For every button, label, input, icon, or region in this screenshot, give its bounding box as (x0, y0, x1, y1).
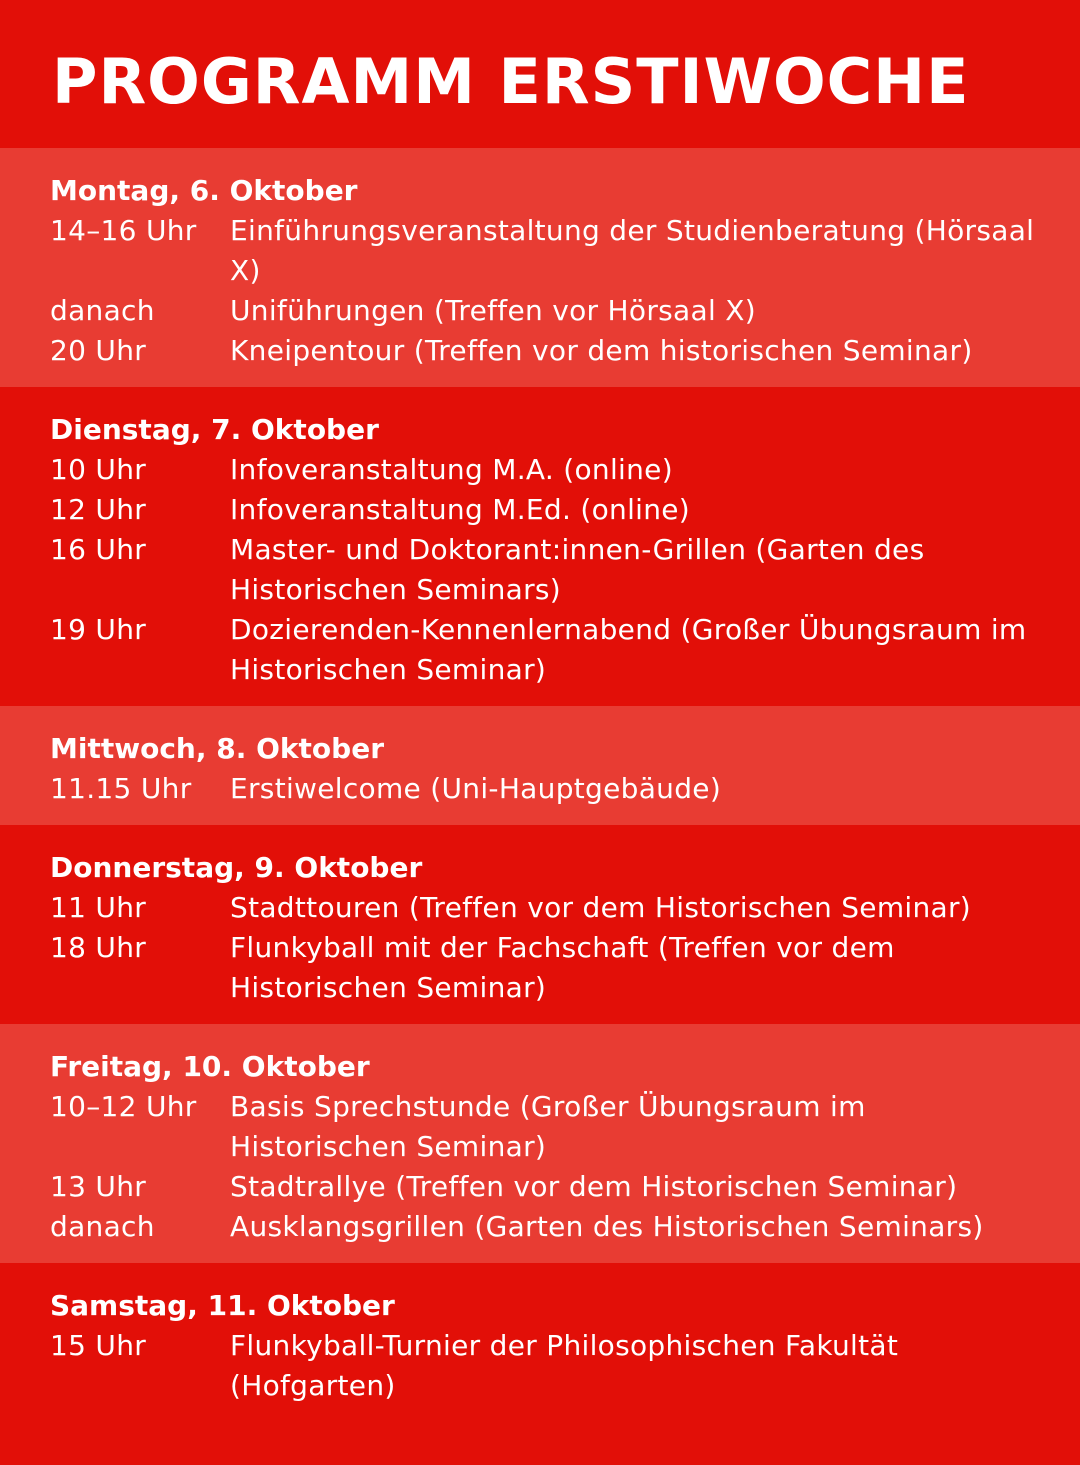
header (0, 0, 1080, 148)
entry-time: 19 Uhr (50, 613, 147, 646)
schedule-entry (50, 211, 1080, 291)
schedule-entry (50, 1167, 1080, 1207)
entry-description: Master- und Doktorant:innen-Grillen (Garten des Historischen Seminars) (230, 533, 925, 606)
day-heading: Mittwoch, 8. Oktober (50, 732, 385, 765)
day-heading: Donnerstag, 9. Oktober (50, 851, 423, 884)
entry-time: 13 Uhr (50, 1170, 147, 1203)
entry-description: Flunkyball mit der Fachschaft (Treffen vor dem Historischen Seminar) (230, 931, 895, 1004)
entry-description: Kneipentour (Treffen vor dem historischen Seminar) (230, 334, 973, 367)
schedule-entry (50, 928, 1080, 1008)
schedule-entry (50, 1207, 1080, 1247)
entry-time: 10–12 Uhr (50, 1090, 197, 1123)
schedule (0, 148, 1080, 1422)
day-heading: Montag, 6. Oktober (50, 174, 358, 207)
entry-time: 16 Uhr (50, 533, 147, 566)
schedule-entry (50, 530, 1080, 610)
schedule-entry (50, 1326, 1080, 1406)
entry-time: 20 Uhr (50, 334, 147, 367)
entry-time: 18 Uhr (50, 931, 147, 964)
entry-time: 15 Uhr (50, 1329, 147, 1362)
entry-description: Infoveranstaltung M.A. (online) (230, 453, 673, 486)
day-section (0, 1263, 1080, 1422)
entry-time: 11 Uhr (50, 891, 147, 924)
entry-description: Einführungsveranstaltung der Studienberatung (Hörsaal X) (230, 214, 1035, 287)
schedule-entry (50, 1087, 1080, 1167)
day-section (0, 387, 1080, 706)
day-heading: Dienstag, 7. Oktober (50, 413, 379, 446)
entry-time: 11.15 Uhr (50, 772, 192, 805)
entry-description: Stadttouren (Treffen vor dem Historischen Seminar) (230, 891, 972, 924)
entry-description: Stadtrallye (Treffen vor dem Historischen Seminar) (230, 1170, 958, 1203)
schedule-entry (50, 291, 1080, 331)
schedule-entry (50, 331, 1080, 371)
schedule-entry (50, 888, 1080, 928)
day-section (0, 1024, 1080, 1263)
entry-description: Infoveranstaltung M.Ed. (online) (230, 493, 691, 526)
schedule-entry (50, 450, 1080, 490)
entry-description: Basis Sprechstunde (Großer Übungsraum im Historischen Seminar) (230, 1090, 866, 1163)
day-section (0, 825, 1080, 1024)
entry-time: danach (50, 1210, 155, 1243)
entry-time: 14–16 Uhr (50, 214, 197, 247)
entry-description: Flunkyball-Turnier der Philosophischen Fakultät (Hofgarten) (230, 1329, 899, 1402)
day-heading: Samstag, 11. Oktober (50, 1289, 395, 1322)
entry-description: Erstiwelcome (Uni-Hauptgebäude) (230, 772, 722, 805)
entry-description: Ausklangsgrillen (Garten des Historischen Seminars) (230, 1210, 984, 1243)
entry-time: 10 Uhr (50, 453, 147, 486)
day-heading: Freitag, 10. Oktober (50, 1050, 370, 1083)
entry-time: danach (50, 294, 155, 327)
day-section (0, 706, 1080, 825)
schedule-entry (50, 610, 1080, 690)
schedule-entry (50, 490, 1080, 530)
entry-description: Dozierenden-Kennenlernabend (Großer Übungsraum im Historischen Seminar) (230, 613, 1027, 686)
schedule-entry (50, 769, 1080, 809)
entry-time: 12 Uhr (50, 493, 147, 526)
entry-description: Uniführungen (Treffen vor Hörsaal X) (230, 294, 756, 327)
page-title: PROGRAMM ERSTIWOCHE (52, 45, 970, 118)
day-section (0, 148, 1080, 387)
